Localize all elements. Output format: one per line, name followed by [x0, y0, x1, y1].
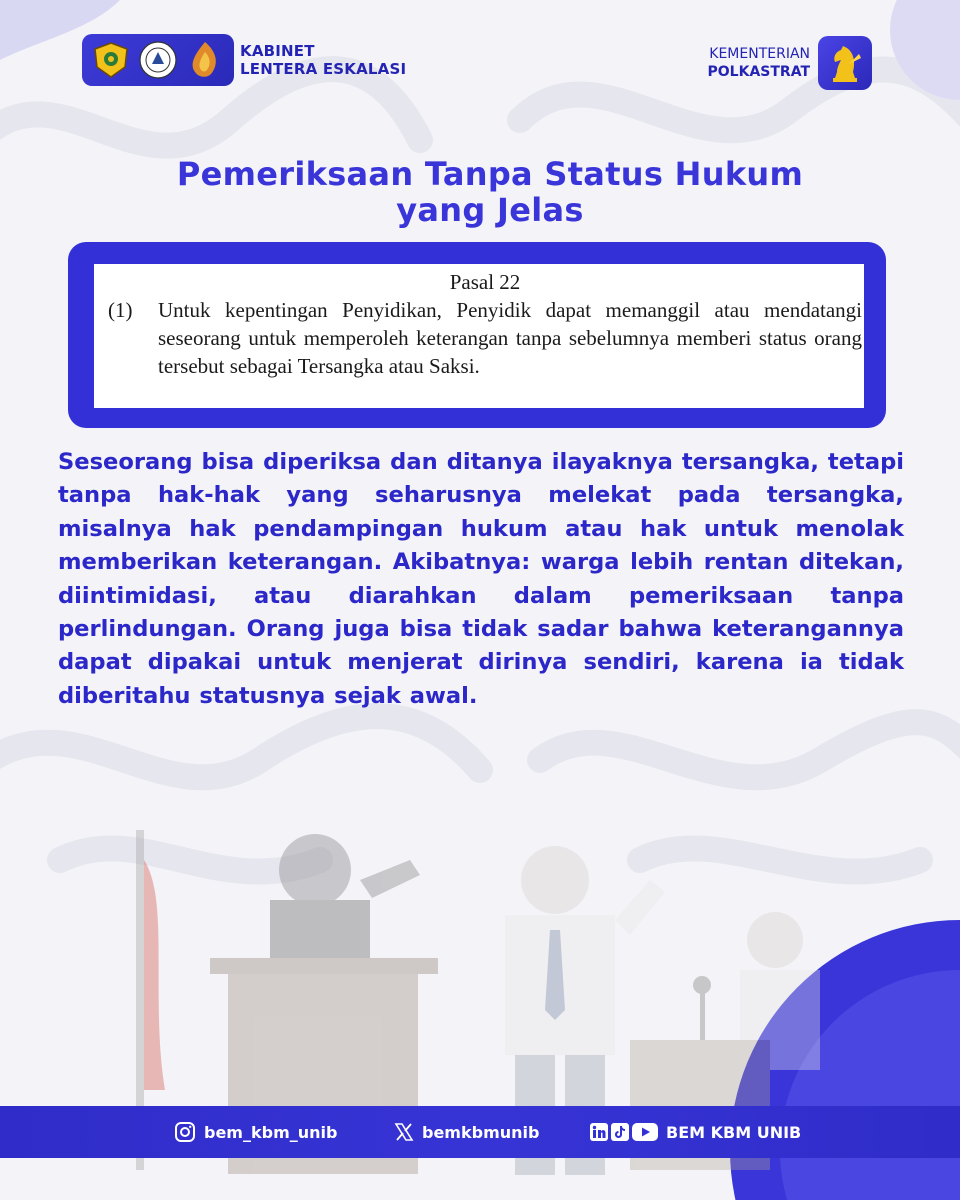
legal-excerpt: [94, 264, 864, 408]
clause-text: Untuk kepentingan Penyidikan, Penyidik dapat memanggil atau mendatangi seseorang untuk memperoleh keterangan tanpa sebelumnya memberi status orang tersebut sebagai Tersangka atau Saksi.: [158, 298, 862, 378]
ministry-name: [708, 45, 810, 81]
clause-number: (1): [108, 298, 133, 322]
ministry-name-line1: KEMENTERIAN: [709, 46, 810, 62]
others-handle: BEM KBM UNIB: [666, 1122, 802, 1142]
cabinet-name: [240, 42, 406, 78]
x-link[interactable]: [394, 1122, 539, 1142]
logo-group: [82, 34, 234, 86]
youtube-icon: [632, 1123, 658, 1141]
page-title: [100, 156, 880, 228]
cabinet-name-line2: LENTERA ESKALASI: [240, 60, 407, 78]
article-heading: Pasal 22: [449, 270, 521, 294]
instagram-icon: [174, 1121, 196, 1143]
other-socials-link[interactable]: [590, 1123, 801, 1142]
bem-seal-icon: [137, 40, 179, 80]
x-icon: [394, 1122, 414, 1142]
clause: [108, 296, 862, 380]
x-handle: bemkbmunib: [422, 1122, 540, 1142]
explanation-paragraph: Seseorang bisa diperiksa dan ditanya ilayaknya tersangka, tetapi tanpa hak-hak yang seharusnya melekat pada tersangka, misalnya hak pendampingan hukum atau hak untuk menolak memberikan keterangan. Akibatnya: warga lebih rentan ditekan, diintimidasi, atau diarahkan dalam pemeriksaan tanpa perlindungan. Orang juga bisa tidak sadar bahwa keterangannya dapat dipakai untuk menjerat dirinya sendiri, karena ia tidak diberitahu statusnya sejak awal.: [58, 449, 904, 709]
ministry-name-line2: POLKASTRAT: [707, 64, 810, 80]
instagram-handle: bem_kbm_unib: [204, 1122, 338, 1142]
cabinet-flame-icon: [184, 40, 226, 80]
title-line2: yang Jelas: [396, 191, 584, 229]
linkedin-icon: [590, 1123, 608, 1141]
unib-emblem-icon: [90, 40, 132, 80]
cabinet-name-line1: KABINET: [240, 42, 315, 60]
instagram-link[interactable]: [174, 1121, 337, 1143]
header-right-brand: [708, 36, 872, 90]
title-line1: Pemeriksaan Tanpa Status Hukum: [176, 155, 804, 193]
tiktok-icon: [611, 1123, 629, 1141]
social-footer: [0, 1106, 960, 1158]
chess-knight-icon: [818, 36, 872, 90]
header-left-brand: [82, 34, 420, 86]
legal-excerpt-frame: [68, 242, 886, 428]
